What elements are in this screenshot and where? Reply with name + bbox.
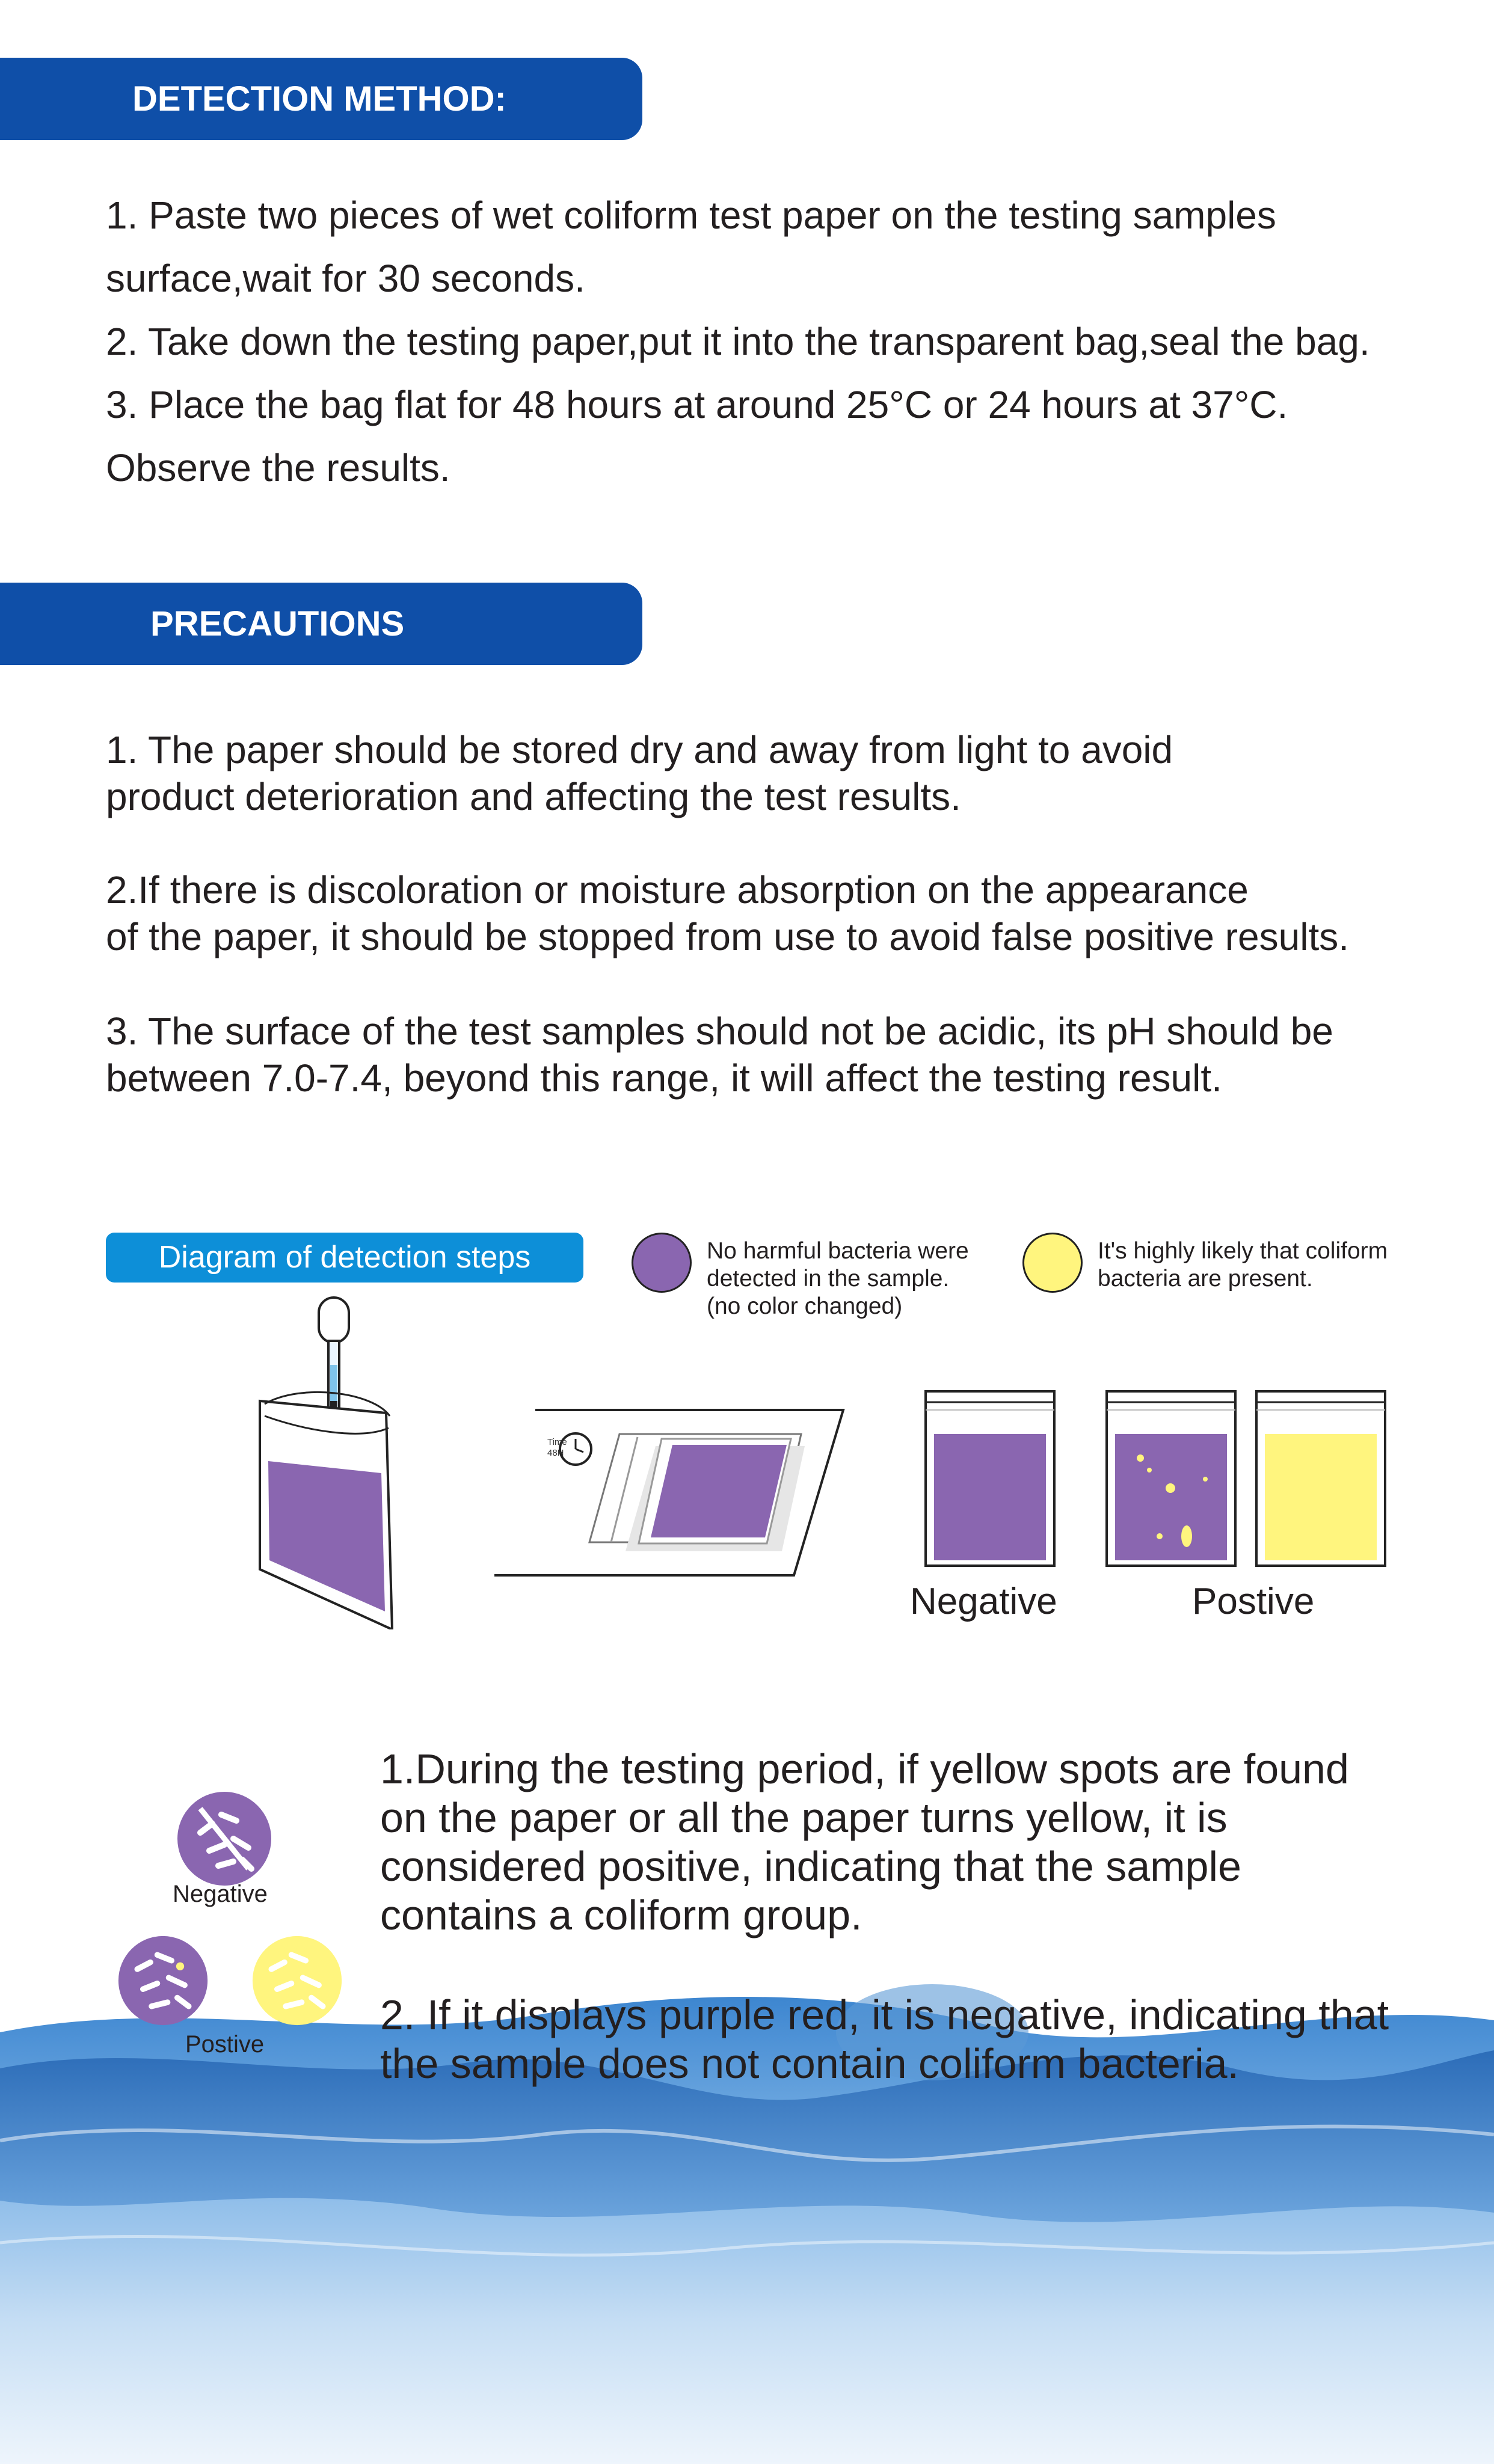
method-line: 1. Paste two pieces of wet coliform test paper on the testing samples — [106, 194, 1276, 237]
method-line: 3. Place the bag flat for 48 hours at around 25°C or 24 hours at 37°C. — [106, 383, 1288, 426]
legend-positive-text — [1098, 1237, 1388, 1293]
detection-method-header — [0, 58, 642, 140]
legend-line: bacteria are present. — [1098, 1266, 1313, 1292]
precaution-item-2 — [106, 866, 1349, 960]
method-line: Observe the results. — [106, 446, 450, 489]
result-paragraph-1 — [380, 1745, 1349, 1940]
positive-caption: Postive — [1192, 1581, 1315, 1622]
precaution-item-3 — [106, 1008, 1333, 1102]
result-line: 1.During the testing period, if yellow spots are found — [380, 1745, 1349, 1792]
icon-positive-label: Postive — [185, 2031, 265, 2058]
legend-purple-swatch — [632, 1233, 692, 1293]
result-line: contains a coliform group. — [380, 1892, 862, 1938]
timer-label-bottom: 48H — [547, 1448, 564, 1458]
precaution-line: 2.If there is discoloration or moisture absorption on the appearance — [106, 868, 1249, 912]
precaution-line: product deterioration and affecting the test results. — [106, 775, 961, 818]
legend-yellow-swatch — [1022, 1233, 1083, 1293]
legend-line: (no color changed) — [707, 1293, 903, 1319]
diagram-title-pill: Diagram of detection steps — [106, 1233, 583, 1283]
detection-method-title: DETECTION METHOD: — [132, 79, 506, 118]
legend-line: It's highly likely that coliform — [1098, 1238, 1388, 1264]
legend-negative-text — [707, 1237, 969, 1320]
positive-spotted-bag-illustration — [1104, 1389, 1238, 1569]
detection-method-text — [106, 184, 1370, 500]
result-line: considered positive, indicating that the sample — [380, 1843, 1241, 1890]
method-line: 2. Take down the testing paper,put it into the transparent bag,seal the bag. — [106, 320, 1370, 363]
dropper-bag-illustration — [253, 1293, 415, 1629]
result-line: on the paper or all the paper turns yellow, it is — [380, 1794, 1228, 1841]
precaution-line: 1. The paper should be stored dry and away from light to avoid — [106, 728, 1173, 771]
precaution-line: between 7.0-7.4, beyond this range, it will affect the testing result. — [106, 1056, 1222, 1100]
positive-yellow-bacteria-icon — [251, 1935, 343, 2026]
result-paragraph-2 — [380, 1991, 1389, 2088]
icon-negative-label: Negative — [173, 1881, 268, 1907]
precautions-header — [0, 583, 642, 665]
positive-yellow-bag-illustration — [1254, 1389, 1388, 1569]
precaution-line: 3. The surface of the test samples should not be acidic, its pH should be — [106, 1010, 1333, 1053]
result-line: the sample does not contain coliform bacteria. — [380, 2040, 1239, 2087]
negative-caption: Negative — [910, 1581, 1057, 1622]
negative-bag-illustration — [923, 1389, 1057, 1569]
timer-label-top: Time — [547, 1437, 567, 1447]
legend-line: detected in the sample. — [707, 1266, 950, 1292]
precaution-line: of the paper, it should be stopped from use to avoid false positive results. — [106, 915, 1349, 958]
legend-line: No harmful bacteria were — [707, 1238, 969, 1264]
positive-purple-bacteria-icon — [117, 1935, 209, 2026]
negative-bacteria-icon — [176, 1791, 272, 1887]
precaution-item-1 — [106, 726, 1173, 820]
precautions-title: PRECAUTIONS — [150, 604, 405, 643]
result-line: 2. If it displays purple red, it is negative, indicating that — [380, 1991, 1389, 2038]
timer-paper-illustration — [493, 1404, 848, 1584]
method-line: surface,wait for 30 seconds. — [106, 257, 585, 300]
